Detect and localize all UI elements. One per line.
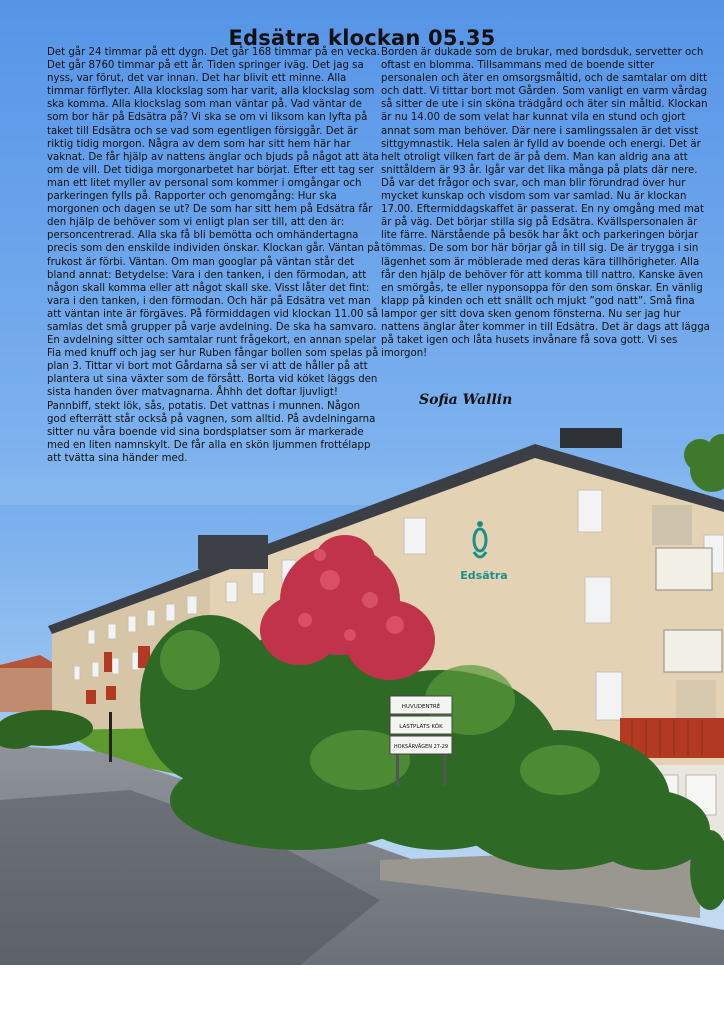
logo-text: Edsätra xyxy=(460,569,508,582)
article-body-right: Borden är dukade som de brukar, med bordsduk, servetter och oftast en blomma. Tillsammans med de boende sitter personalen och äter en omsorgsmåltid, och de samtalar om ditt och datt. Vi tittar bort mot Gården. Som vanligt en varm vårdag så sitter de ute i sin sköna trädgård och äter sin måltid. Klockan är nu 14.00 de som velat har kunnat vila en stund och gjort annat som man behöver. Där nere i samlingssalen är det visst sittgymnastik. Hela salen är fylld av boende och energi. Det är helt otroligt vilken fart de är på dem. Man kan aldrig ana att snittåldern är 93 år. Igår var det lika många på plats där nere. Då var det frågor och svar, och man blir förundrad över hur mycket kunskap och visdom som var samlad. Nu är klockan 17.00. Eftermiddagskaffet är passerat. En ny omgång med mat är på väg. Det börjar stilla sig på Edsätra. Kvällspersonalen är lite färre. Närstående på besök har åkt och parkeringen börjar tömmas. De som bor här börjar gå in till sig. De är trygga i sin lägenhet som är möblerade med deras kära tillhörigheter. Alla får den hjälp de behöver för att komma till nattro. Kanske även en smörgås, te eller nyponsoppa för den som önskar. En vänlig klapp på kinden och ett snällt och mjukt ”god natt”. Små fina lampor ger sitt dova sken genom fönsterna. Nu ser jag hur nattens änglar åter kommer in till Edsätra. Det är dags att lägga på taket igen och låta husets invånare få sova gott. Vi ses imorgon! xyxy=(381,47,710,360)
sign-line-3: HOKSÄRVÄGEN 27-29 xyxy=(393,744,449,750)
author-signature: Sofia Wallin xyxy=(419,392,513,408)
bottom-margin xyxy=(0,965,724,1024)
sign-line-1: HUVUDENTRÉ xyxy=(401,704,441,710)
lamp-post xyxy=(109,712,112,762)
roof-box xyxy=(198,535,268,569)
article-title: Edsätra klockan 05.35 xyxy=(228,26,496,51)
chimney xyxy=(560,428,622,448)
article-body-left: Det går 24 timmar på ett dygn. Det går 168 timmar på en vecka. Det går 8760 timmar på ett år. Tiden springer iväg. Det jag sa nyss, var förut, det var innan. Det har blivit ett minne. Alla timmar förflyter. Alla klockslag som har varit, alla klockslag som ska komma. Alla klockslag som man väntar på. Vad väntar de som bor här på Edsätra på? Vi ska se om vi liksom kan lyfta på taket till Edsätra och se vad som egentligen försiggår. Det är riktig tidig morgon. Några av dem som har sitt hem här har vaknat. De får hjälp av nattens änglar och bjuds på något att äta om de vill. Det tidiga morgonarbetet har börjat. Efter ett tag ser man ett litet myller av personal som kommer i omgångar och parkeringen fylls på. Rapporter och genomgång: Hur ska morgonen och dagen se ut? De som har sitt hem på Edsätra får den hjälp de behöver som vi enligt plan ser till, att den är: personcentrerad. Alla ska få bli bemötta och omhändertagna precis som den enskilde individen önskar. Klockan går. Väntan på frukost är förbi. Väntan. Om man googlar på väntan står det bland annat: Betydelse: Vara i den tanken, i den förmodan, att någon skall komma eller att något skall ske. Visst låter det fint: vara i den tanken, i den förmodan. Och här på Edsätra vet man att väntan inte är förgäves. På förmiddagen vid klockan 11.00 så samlas det små grupper på varje avdelning. De ska ha samvaro. En avdelning sitter och samtalar runt frågekort, en annan spelar Fia med knuff och jag ser hur Ruben fångar bollen som spelas på plan 3. Tittar vi bort mot Gårdarna så ser vi att de håller på att plantera ut sina växter som de försått. Borta vid köket läggs den sista handen över matvagnarna. Åhhh det doftar ljuvligt! Pannbiff, stekt lök, sås, potatis. Det vattnas i munnen. Någon god efterrätt står också på vagnen, som alltid. På avdelningarna sitter nu våra boende vid sina bordsplatser som är markerade med en liten namnskylt. De får alla en skön ljummen frottélapp att tvätta sina händer med. xyxy=(47,47,380,464)
sign-line-2: LASTPLATS KÖK xyxy=(399,724,443,730)
